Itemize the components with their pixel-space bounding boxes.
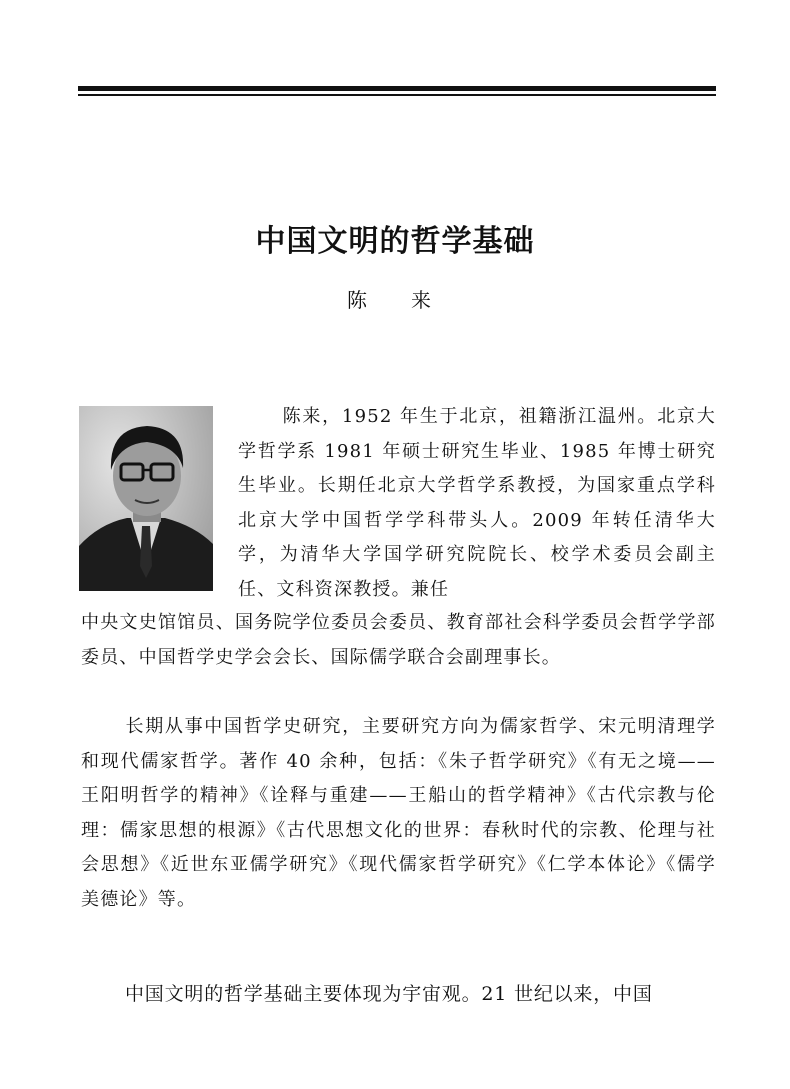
- works-text: 长期从事中国哲学史研究，主要研究方向为儒家哲学、宋元明清理学和现代儒家哲学。著作 40 余种，包括：《朱子哲学研究》《有无之境——王阳明哲学的精神》《诠释与重建——王船山的哲学精神》《古代宗教与伦理：儒家思想的根源》《古代思想文化的世界：春秋时代的宗教、伦理与社会思想》《近世东亚儒学研究》《现代儒家哲学研究》《仁学本体论》《儒学美德论》等。: [81, 716, 716, 910]
- article-author: 陈 来: [347, 288, 443, 312]
- article-title: 中国文明的哲学基础: [255, 224, 535, 260]
- body-first-line: 中国文明的哲学基础主要体现为宇宙观。21 世纪以来，中国: [125, 983, 653, 1005]
- works-paragraph: [81, 710, 716, 917]
- bio-paragraph-bottom: [81, 606, 716, 675]
- portrait-image: [79, 406, 213, 591]
- body-paragraph: [81, 976, 716, 1012]
- author-portrait: [79, 406, 213, 591]
- header-rule-thick: [78, 86, 716, 91]
- header-rule-thin: [78, 94, 716, 96]
- bio-paragraph-top: [238, 400, 716, 607]
- bio-bottom-text: 中央文史馆馆员、国务院学位委员会委员、教育部社会科学委员会哲学学部委员、中国哲学史学会会长、国际儒学联合会副理事长。: [81, 612, 716, 668]
- bio-top-text: 陈来，1952 年生于北京，祖籍浙江温州。北京大学哲学系 1981 年硕士研究生毕业、1985 年博士研究生毕业。长期任北京大学哲学系教授，为国家重点学科北京大学中国哲学学科带头人。2009 年转任清华大学，为清华大学国学研究院院长、校学术委员会副主任、文科资深教授。兼任: [238, 406, 716, 600]
